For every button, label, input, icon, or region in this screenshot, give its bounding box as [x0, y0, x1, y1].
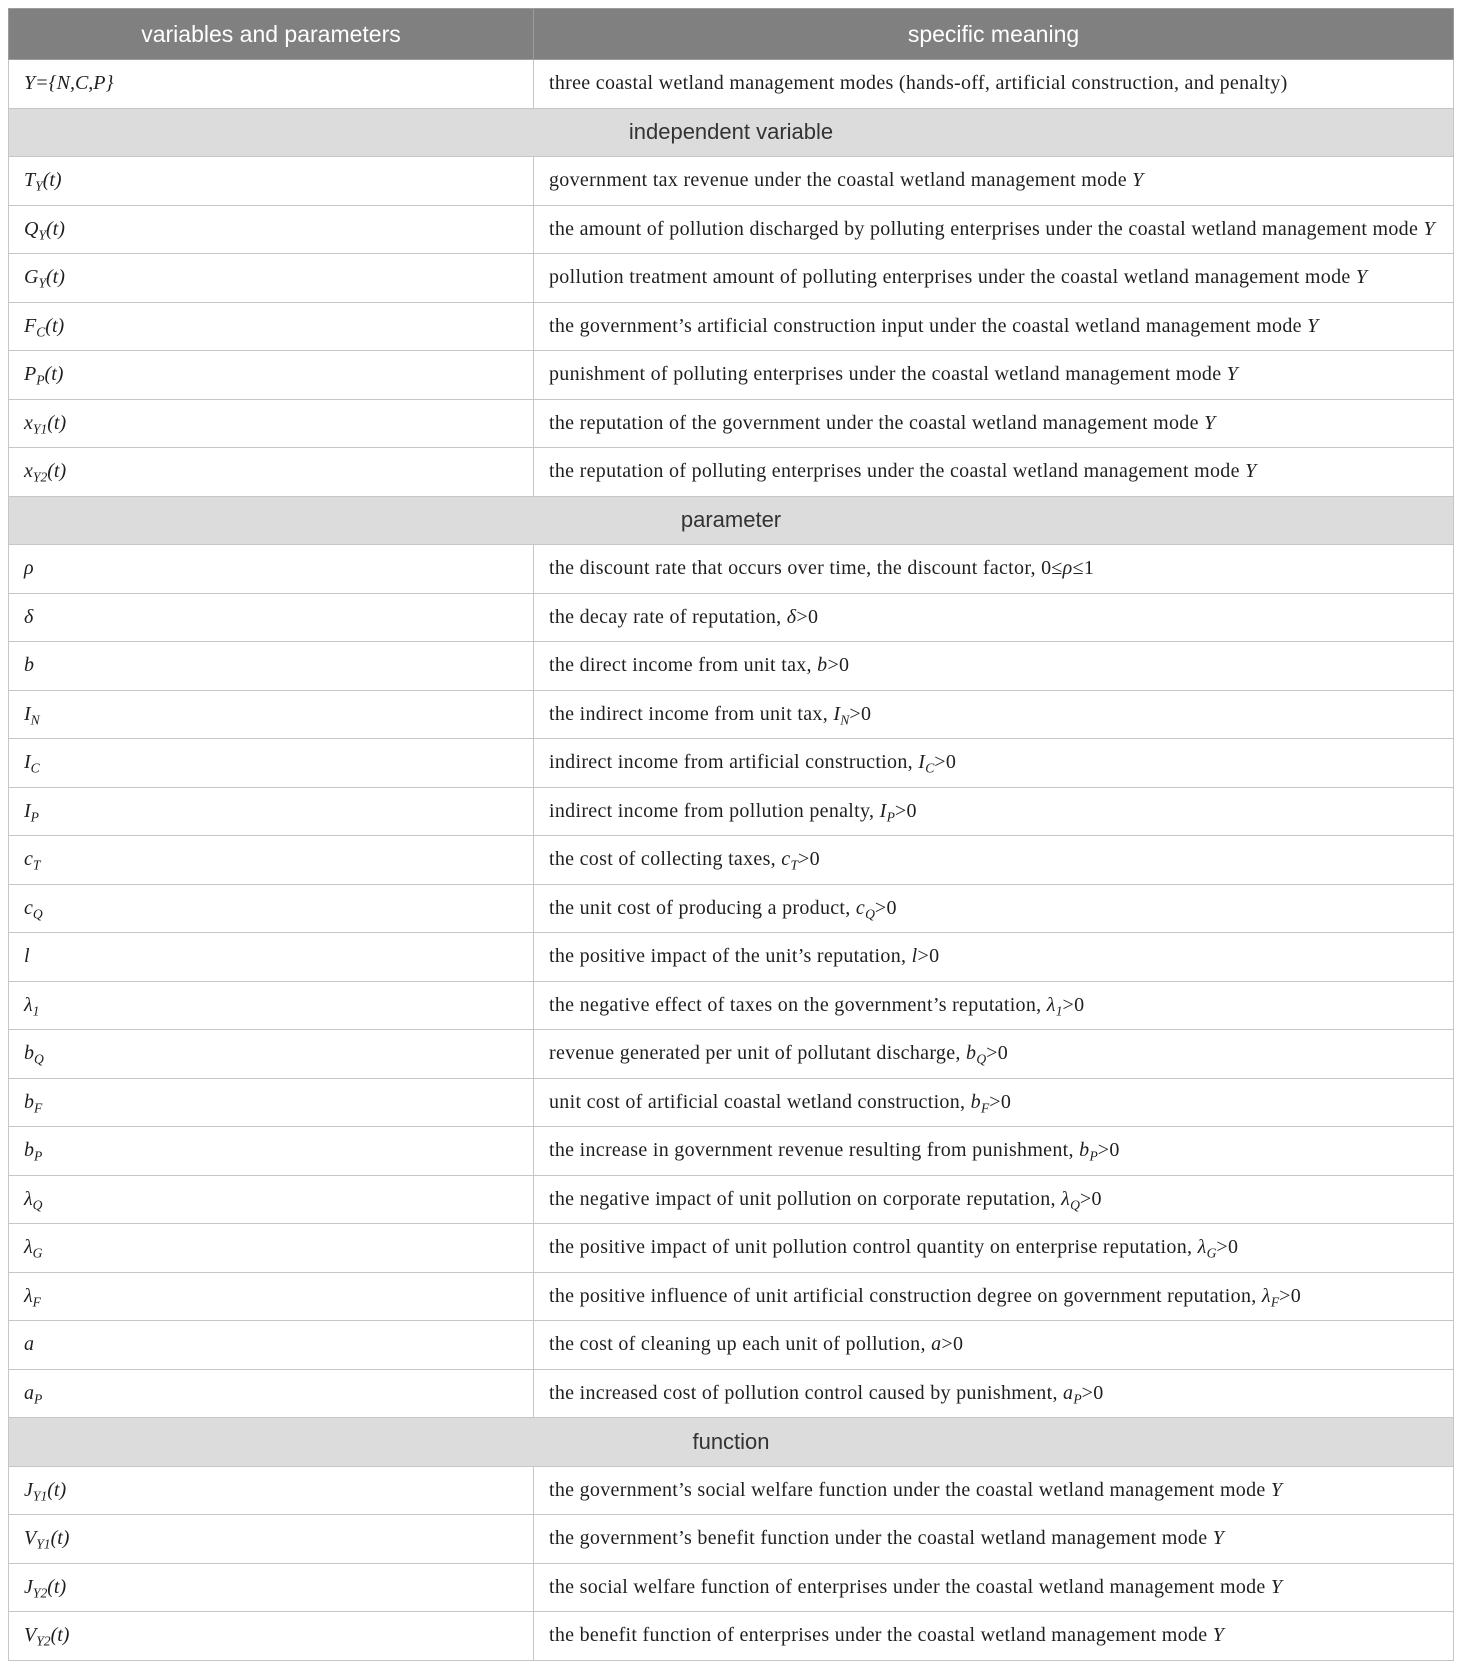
- subscript-text: P: [886, 809, 895, 825]
- subscript-text: Q: [976, 1051, 987, 1067]
- variable-cell: [9, 1563, 534, 1612]
- text-run: >0: [934, 751, 957, 774]
- table-row: [9, 1078, 1454, 1127]
- text-run: the increased cost of pollution control caused by punishment,: [549, 1381, 1064, 1404]
- variable-cell: [9, 690, 534, 739]
- subscript-text: Y2: [36, 1633, 51, 1649]
- italic-text: (t): [45, 314, 65, 337]
- subscript-text: G: [1206, 1245, 1217, 1261]
- italic-text: l: [911, 945, 918, 968]
- subscript-text: Q: [1070, 1197, 1080, 1213]
- table-row: [9, 545, 1454, 594]
- italic-text: x: [24, 460, 33, 483]
- italic-text: Y: [1132, 169, 1144, 192]
- variable-cell: [9, 593, 534, 642]
- subscript-text: N: [840, 712, 850, 728]
- variable-cell: [9, 1175, 534, 1224]
- italic-text: δ: [786, 605, 797, 628]
- section-label: function: [9, 1418, 1454, 1467]
- text-run: the government’s artificial construction input under the coastal wetland management mode: [549, 314, 1308, 337]
- italic-text: V: [24, 1527, 37, 1550]
- text-run: >0: [1062, 993, 1085, 1016]
- italic-text: δ: [24, 605, 34, 628]
- italic-text: b: [24, 1042, 34, 1065]
- meaning-cell: [534, 739, 1454, 788]
- meaning-cell: [534, 1127, 1454, 1176]
- section-label: independent variable: [9, 108, 1454, 157]
- subscript-text: F: [32, 1294, 41, 1310]
- meaning-cell: [534, 1030, 1454, 1079]
- column-header-variables: variables and parameters: [9, 9, 534, 60]
- subscript-text: Y: [38, 227, 47, 243]
- table-body: [9, 60, 1454, 1661]
- italic-text: Y: [1270, 1575, 1283, 1598]
- text-run: the reputation of polluting enterprises under the coastal wetland management mode: [549, 460, 1246, 483]
- meaning-cell: [534, 448, 1454, 497]
- text-run: the decay rate of reputation,: [549, 605, 787, 628]
- meaning-cell: [534, 690, 1454, 739]
- italic-text: b: [24, 654, 34, 677]
- variable-cell: [9, 205, 534, 254]
- italic-text: c: [855, 896, 866, 919]
- italic-text: b: [966, 1042, 977, 1065]
- meaning-cell: [534, 1272, 1454, 1321]
- table-row: [9, 1321, 1454, 1370]
- italic-text: (t): [47, 411, 67, 434]
- meaning-cell: [534, 545, 1454, 594]
- italic-text: c: [24, 848, 33, 871]
- italic-text: Y: [1212, 1527, 1225, 1550]
- variable-cell: [9, 739, 534, 788]
- italic-text: c: [781, 848, 791, 871]
- table-row: [9, 642, 1454, 691]
- text-run: >0: [874, 896, 897, 919]
- italic-text: l: [24, 945, 30, 968]
- table-row: [9, 1030, 1454, 1079]
- variable-cell: [9, 545, 534, 594]
- meaning-cell: [534, 1466, 1454, 1515]
- text-run: >0: [1216, 1236, 1239, 1259]
- meaning-cell: [534, 1515, 1454, 1564]
- text-run: pollution treatment amount of polluting enterprises under the coastal wetland management mode: [549, 266, 1356, 289]
- variable-cell: [9, 1127, 534, 1176]
- text-run: revenue generated per unit of pollutant discharge,: [549, 1042, 966, 1065]
- italic-text: a: [931, 1333, 942, 1356]
- subscript-text: G: [32, 1245, 43, 1261]
- variable-cell: [9, 1612, 534, 1661]
- subscript-text: P: [1073, 1391, 1082, 1407]
- variables-table: [8, 8, 1454, 1661]
- italic-text: P: [24, 363, 37, 386]
- meaning-cell: [534, 981, 1454, 1030]
- italic-text: I: [833, 702, 841, 725]
- italic-text: x: [24, 411, 33, 434]
- subscript-text: P: [1089, 1148, 1098, 1164]
- meaning-cell: [534, 1369, 1454, 1418]
- meaning-cell: [534, 1321, 1454, 1370]
- meaning-cell: [534, 1224, 1454, 1273]
- text-run: the cost of cleaning up each unit of pollution,: [549, 1333, 932, 1356]
- italic-text: Y: [1245, 460, 1257, 483]
- italic-text: (t): [50, 1624, 70, 1647]
- italic-text: Y: [1212, 1624, 1225, 1647]
- italic-text: λ: [24, 1236, 33, 1259]
- italic-text: b: [817, 654, 828, 677]
- meaning-cell: [534, 302, 1454, 351]
- italic-text: Y: [1355, 266, 1368, 289]
- text-run: the government’s benefit function under the coastal wetland management mode: [549, 1527, 1213, 1550]
- variable-cell: [9, 981, 534, 1030]
- meaning-cell: [534, 1175, 1454, 1224]
- table-row: [9, 884, 1454, 933]
- italic-text: I: [24, 751, 31, 774]
- text-run: the negative effect of taxes on the government’s reputation,: [549, 993, 1047, 1016]
- variable-cell: [9, 836, 534, 885]
- text-run: punishment of polluting enterprises under the coastal wetland management mode: [549, 363, 1227, 386]
- italic-text: (t): [42, 169, 62, 192]
- table-row: [9, 254, 1454, 303]
- meaning-cell: [534, 836, 1454, 885]
- italic-text: T: [24, 169, 36, 192]
- meaning-cell: [534, 1078, 1454, 1127]
- italic-text: Y: [1226, 363, 1239, 386]
- italic-text: ρ: [24, 557, 34, 580]
- subscript-text: Q: [865, 906, 875, 922]
- table-row: [9, 302, 1454, 351]
- subscript-text: F: [34, 1100, 43, 1116]
- italic-text: b: [970, 1090, 981, 1113]
- text-run: the cost of collecting taxes,: [549, 848, 782, 871]
- section-header-row: [9, 1418, 1454, 1467]
- text-run: >0: [1081, 1381, 1104, 1404]
- section-header-row: [9, 108, 1454, 157]
- italic-text: (t): [46, 266, 65, 289]
- table-row: [9, 593, 1454, 642]
- text-run: the negative impact of unit pollution on corporate reputation,: [549, 1187, 1062, 1210]
- text-run: the indirect income from unit tax,: [549, 702, 834, 725]
- italic-text: V: [24, 1624, 37, 1647]
- table-row: [9, 60, 1454, 109]
- text-run: the positive impact of unit pollution control quantity on enterprise reputation,: [549, 1236, 1198, 1259]
- table-row: [9, 1175, 1454, 1224]
- variable-cell: [9, 787, 534, 836]
- subscript-text: P: [36, 372, 45, 388]
- table-row: [9, 933, 1454, 982]
- variable-cell: [9, 399, 534, 448]
- italic-text: F: [24, 314, 37, 337]
- text-run: the positive impact of the unit’s reputation,: [549, 945, 912, 968]
- meaning-cell: [534, 254, 1454, 303]
- italic-text: J: [24, 1575, 33, 1598]
- column-header-meaning: specific meaning: [534, 9, 1454, 60]
- text-run: the reputation of the government under the coastal wetland management mode: [549, 411, 1205, 434]
- section-label: parameter: [9, 496, 1454, 545]
- meaning-cell: [534, 205, 1454, 254]
- meaning-cell: [534, 351, 1454, 400]
- subscript-text: Y1: [36, 1536, 51, 1552]
- variable-cell: [9, 60, 534, 109]
- italic-text: (t): [44, 363, 64, 386]
- text-run: >0: [798, 848, 820, 871]
- subscript-text: Y: [35, 178, 43, 194]
- italic-text: Y: [1423, 217, 1435, 240]
- subscript-text: Q: [32, 906, 43, 922]
- variable-cell: [9, 642, 534, 691]
- text-run: the direct income from unit tax,: [549, 654, 818, 677]
- table-row: [9, 1127, 1454, 1176]
- table-row: [9, 836, 1454, 885]
- subscript-text: N: [30, 712, 40, 728]
- text-run: three coastal wetland management modes (hands-off, artificial construction, and penalty): [549, 72, 1288, 95]
- text-run: government tax revenue under the coastal wetland management mode: [549, 169, 1133, 192]
- table-row: [9, 1515, 1454, 1564]
- text-run: the social welfare function of enterprises under the coastal wetland management mode: [549, 1575, 1271, 1598]
- italic-text: (t): [47, 1478, 67, 1501]
- italic-text: (t): [50, 1527, 70, 1550]
- subscript-text: Q: [32, 1197, 43, 1213]
- table-row: [9, 448, 1454, 497]
- text-run: the discount rate that occurs over time, the discount factor, 0≤: [549, 557, 1063, 580]
- italic-text: I: [24, 799, 31, 822]
- meaning-cell: [534, 787, 1454, 836]
- italic-text: (t): [47, 460, 67, 483]
- text-run: indirect income from artificial construction,: [549, 751, 919, 774]
- italic-text: I: [879, 799, 887, 822]
- table-row: [9, 1272, 1454, 1321]
- header-row: [9, 9, 1454, 60]
- table-row: [9, 739, 1454, 788]
- variable-cell: [9, 254, 534, 303]
- text-run: >0: [796, 605, 819, 628]
- italic-text: λ: [1197, 1236, 1207, 1259]
- italic-text: Y={N,C,P}: [24, 72, 114, 95]
- table-row: [9, 205, 1454, 254]
- variable-cell: [9, 1515, 534, 1564]
- meaning-cell: [534, 157, 1454, 206]
- italic-text: Q: [24, 217, 39, 240]
- meaning-cell: [534, 60, 1454, 109]
- italic-text: λ: [1061, 1187, 1071, 1210]
- italic-text: (t): [47, 1575, 67, 1598]
- table-row: [9, 1563, 1454, 1612]
- text-run: the government’s social welfare function under the coastal wetland management mode: [549, 1478, 1271, 1501]
- variable-cell: [9, 933, 534, 982]
- meaning-cell: [534, 884, 1454, 933]
- text-run: indirect income from pollution penalty,: [549, 799, 880, 822]
- variable-cell: [9, 351, 534, 400]
- text-run: >0: [1097, 1139, 1120, 1162]
- text-run: the unit cost of producing a product,: [549, 896, 856, 919]
- meaning-cell: [534, 399, 1454, 448]
- table-row: [9, 1466, 1454, 1515]
- italic-text: Y: [1307, 314, 1319, 337]
- table-row: [9, 690, 1454, 739]
- table-row: [9, 399, 1454, 448]
- italic-text: Y: [1204, 411, 1216, 434]
- italic-text: λ: [24, 993, 33, 1016]
- subscript-text: P: [30, 809, 39, 825]
- text-run: the amount of pollution discharged by polluting enterprises under the coastal wetland management mode: [549, 217, 1424, 240]
- variable-cell: [9, 448, 534, 497]
- text-run: >0: [917, 945, 940, 968]
- subscript-text: C: [925, 760, 935, 776]
- italic-text: Y: [1270, 1478, 1283, 1501]
- subscript-text: 1: [32, 1003, 40, 1019]
- text-run: the increase in government revenue resulting from punishment,: [549, 1139, 1080, 1162]
- text-run: >0: [849, 702, 872, 725]
- table-row: [9, 1612, 1454, 1661]
- italic-text: c: [24, 896, 33, 919]
- text-run: >0: [986, 1042, 1009, 1065]
- table-row: [9, 1369, 1454, 1418]
- subscript-text: F: [980, 1100, 990, 1116]
- italic-text: b: [24, 1090, 34, 1113]
- text-run: >0: [941, 1333, 964, 1356]
- text-run: >0: [989, 1090, 1012, 1113]
- italic-text: λ: [1261, 1284, 1271, 1307]
- table-row: [9, 1224, 1454, 1273]
- subscript-text: Y1: [32, 421, 48, 437]
- italic-text: λ: [24, 1284, 33, 1307]
- section-header-row: [9, 496, 1454, 545]
- variable-cell: [9, 1272, 534, 1321]
- text-run: ≤1: [1072, 557, 1095, 580]
- text-run: >0: [1079, 1187, 1102, 1210]
- subscript-text: F: [1270, 1294, 1280, 1310]
- text-run: >0: [894, 799, 917, 822]
- text-run: the positive influence of unit artificial construction degree on government reputation,: [549, 1284, 1262, 1307]
- subscript-text: P: [34, 1391, 43, 1407]
- variable-cell: [9, 157, 534, 206]
- variable-cell: [9, 302, 534, 351]
- italic-text: J: [24, 1478, 33, 1501]
- italic-text: (t): [46, 217, 65, 240]
- meaning-cell: [534, 593, 1454, 642]
- table-row: [9, 787, 1454, 836]
- italic-text: I: [918, 751, 926, 774]
- table-row: [9, 157, 1454, 206]
- italic-text: a: [24, 1381, 34, 1404]
- variable-cell: [9, 1078, 534, 1127]
- text-run: the benefit function of enterprises under the coastal wetland management mode: [549, 1624, 1213, 1647]
- italic-text: b: [1079, 1139, 1090, 1162]
- italic-text: G: [24, 266, 39, 289]
- italic-text: λ: [1046, 993, 1056, 1016]
- text-run: >0: [827, 654, 850, 677]
- italic-text: ρ: [1062, 557, 1073, 580]
- subscript-text: Y2: [32, 1585, 48, 1601]
- table-header: [9, 9, 1454, 60]
- variable-cell: [9, 884, 534, 933]
- variable-cell: [9, 1321, 534, 1370]
- subscript-text: Y2: [32, 469, 48, 485]
- italic-text: a: [24, 1333, 34, 1356]
- table-row: [9, 981, 1454, 1030]
- meaning-cell: [534, 933, 1454, 982]
- subscript-text: Y1: [32, 1488, 48, 1504]
- subscript-text: C: [30, 760, 40, 776]
- variable-cell: [9, 1030, 534, 1079]
- text-run: unit cost of artificial coastal wetland construction,: [549, 1090, 971, 1113]
- subscript-text: P: [34, 1148, 43, 1164]
- meaning-cell: [534, 642, 1454, 691]
- table-row: [9, 351, 1454, 400]
- variable-cell: [9, 1224, 534, 1273]
- subscript-text: C: [36, 324, 46, 340]
- variable-cell: [9, 1466, 534, 1515]
- subscript-text: Y: [38, 275, 47, 291]
- meaning-cell: [534, 1612, 1454, 1661]
- subscript-text: T: [32, 857, 41, 873]
- italic-text: a: [1063, 1381, 1074, 1404]
- text-run: >0: [1279, 1284, 1302, 1307]
- subscript-text: Q: [34, 1051, 44, 1067]
- italic-text: λ: [24, 1187, 33, 1210]
- italic-text: I: [24, 702, 31, 725]
- variable-cell: [9, 1369, 534, 1418]
- subscript-text: T: [790, 857, 799, 873]
- meaning-cell: [534, 1563, 1454, 1612]
- italic-text: b: [24, 1139, 34, 1162]
- subscript-text: 1: [1055, 1003, 1063, 1019]
